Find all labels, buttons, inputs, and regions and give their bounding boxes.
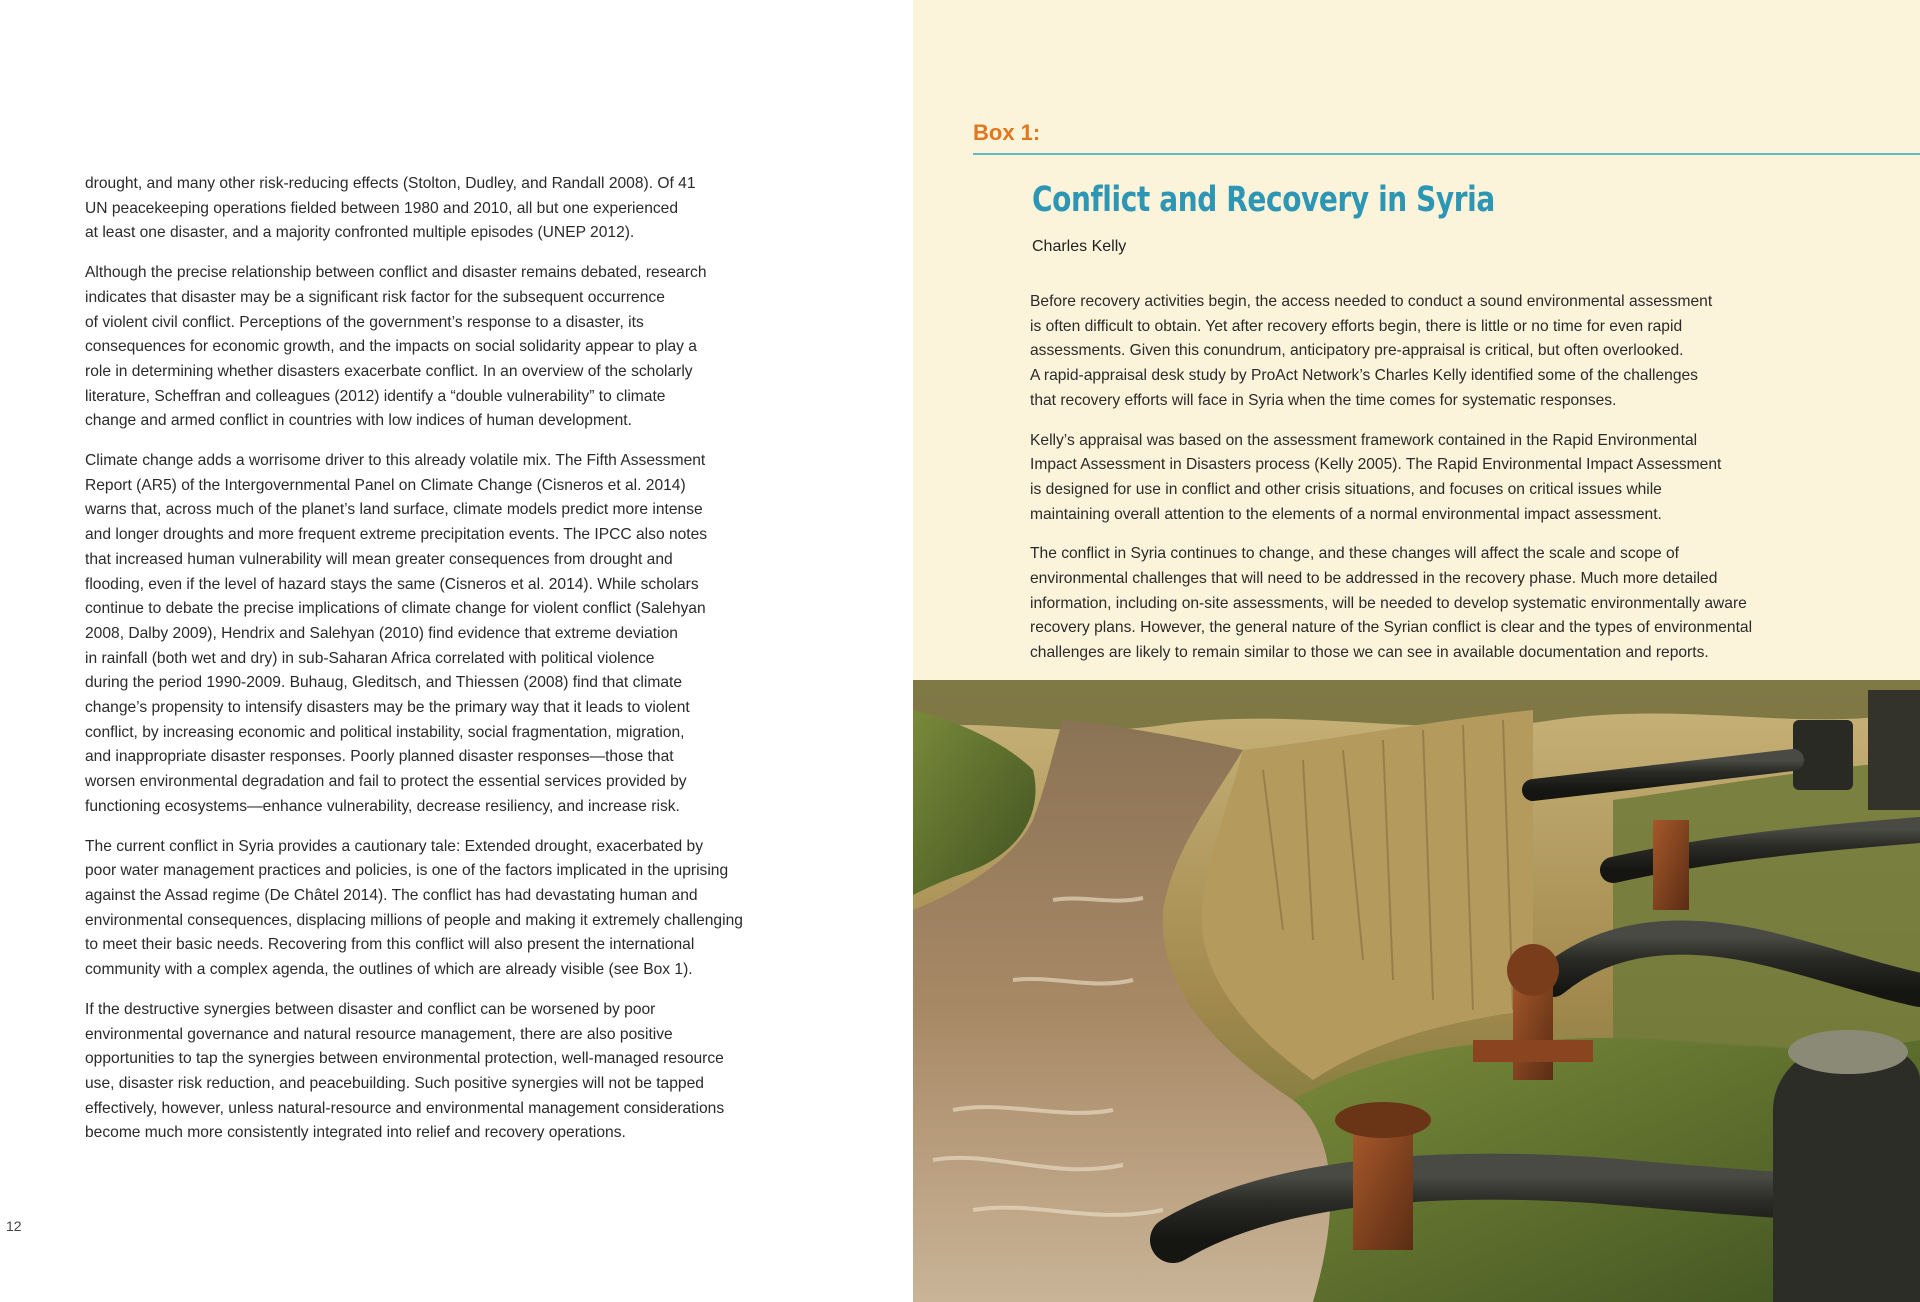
left-paragraph-5: If the destructive synergies between disaster and conflict can be worsened by poor environmental governance and natural resource management, there are also positive opportunities to tap the synergies between environmental protection, well-managed resource use, disaster risk reduction, and peacebuilding. Such positive synergies will not be tapped effectively, however, unless natural-resource and environmental management considerations become much more consistently integrated into relief and recovery operations. <box>85 1000 725 1142</box>
valve-wheel-1 <box>1507 944 1559 996</box>
valve-flange-1 <box>1473 1040 1593 1062</box>
tank <box>1773 1040 1920 1302</box>
box-paragraph-3: The conflict in Syria continues to change, and these changes will affect the scale and scope of environmental challenges that will need to be addressed in the recovery phase. Much more detailed information, including on-site assessments, will be needed to develop systematic environmentally aware recovery plans. However, the general nature of the Syrian conflict is clear and the types of environmental challenges are likely to remain similar to those we can see in available documentation and reports. <box>1030 545 1753 662</box>
left-paragraph-3: Climate change adds a worrisome driver to this already volatile mix. The Fifth Assessment Report (AR5) of the Intergovernmental Panel on Climate Change (Cisneros et al. 2014) warns that, across much of the planet’s land surface, climate models predict more intense and longer droughts and more frequent extreme precipitation events. The IPCC also notes that increased human vulnerability will mean greater consequences from drought and flooding, even if the level of hazard stays the same (Cisneros et al. 2014). While scholars continue to debate the precise implications of climate change for violent conflict (Salehyan 2008, Dalby 2009), Hendrix and Salehyan (2010) find evidence that extreme deviation in rainfall (both wet and dry) in sub-Saharan Africa correlated with political violence during the period 1990-2009. Buhaug, Gleditsch, and Thiessen (2008) find that climate change’s propensity to intensify disasters may be the primary way that it leads to violent conflict, by increasing economic and political instability, social fragmentation, migration, and inappropriate disaster responses. Poorly planned disaster responses—those that worsen environmental degradation and fail to protect the essential services provided by functioning ecosystems—enhance vulnerability, decrease resiliency, and increase risk. <box>85 452 708 815</box>
valve-flange-2 <box>1335 1102 1431 1138</box>
box-author: Charles Kelly <box>1032 238 1127 255</box>
box-paragraph-1: Before recovery activities begin, the access needed to conduct a sound environmental assessment is often difficult to obtain. Yet after recovery efforts begin, there is little or no time for even rapid assessments. Given this conundrum, anticipatory pre-appraisal is critical, but often overlooked. A rapid-appraisal desk study by ProAct Network’s Charles Kelly identified some of the challenges that recovery efforts will face in Syria when the time comes for systematic responses. <box>1030 293 1713 409</box>
box-divider <box>973 153 1920 155</box>
left-body-text <box>85 172 795 1161</box>
left-paragraph-2: Although the precise relationship between conflict and disaster remains debated, research indicates that disaster may be a significant risk factor for the subsequent occurrence of violent civil conflict. Perceptions of the government’s response to a disaster, its consequences for economic growth, and the impacts on social solidarity appear to play a role in determining whether disasters exacerbate conflict. In an overview of the scholarly literature, Scheffran and colleagues (2012) identify a “double vulnerability” to climate change and armed conflict in countries with low indices of human development. <box>85 264 707 430</box>
left-paragraph-1: drought, and many other risk-reducing effects (Stolton, Dudley, and Randall 2008). Of 41 UN peacekeeping operations fielded between 1980 and 2010, all but one experienced at least one disaster, and a majority confronted multiple episodes (UNEP 2012). <box>85 175 696 242</box>
box-paragraph-2: Kelly’s appraisal was based on the assessment framework contained in the Rapid Environmental Impact Assessment in Disasters process (Kelly 2005). The Rapid Environmental Impact Assessment is designed for use in conflict and other crisis situations, and focuses on critical issues while maintaining overall attention to the elements of a normal environmental impact assessment. <box>1030 431 1722 523</box>
box-panel <box>913 0 1920 1302</box>
box-title: Conflict and Recovery in Syria <box>1032 180 1495 220</box>
tank-dome <box>1788 1030 1908 1074</box>
river-pipes-photo <box>913 680 1920 1302</box>
pump-machine-right <box>1868 690 1920 810</box>
photo-illustration <box>913 680 1920 1302</box>
rusty-valve-3 <box>1653 820 1689 910</box>
left-paragraph-4: The current conflict in Syria provides a cautionary tale: Extended drought, exacerbated by poor water management practices and policies, is one of the factors implicated in the uprising against the Assad regime (De Châtel 2014). The conflict has had devastating human and environmental consequences, displacing millions of people and making it extremely challenging to meet their basic needs. Recovering from this conflict will also present the international community with a complex agenda, the outlines of which are already visible (see Box 1). <box>85 837 743 979</box>
rusty-valve-2 <box>1353 1130 1413 1250</box>
box-body-text <box>1030 290 1830 681</box>
box-label: Box 1: <box>973 120 1041 145</box>
left-page <box>0 0 913 1302</box>
page-number: 12 <box>6 1218 22 1234</box>
